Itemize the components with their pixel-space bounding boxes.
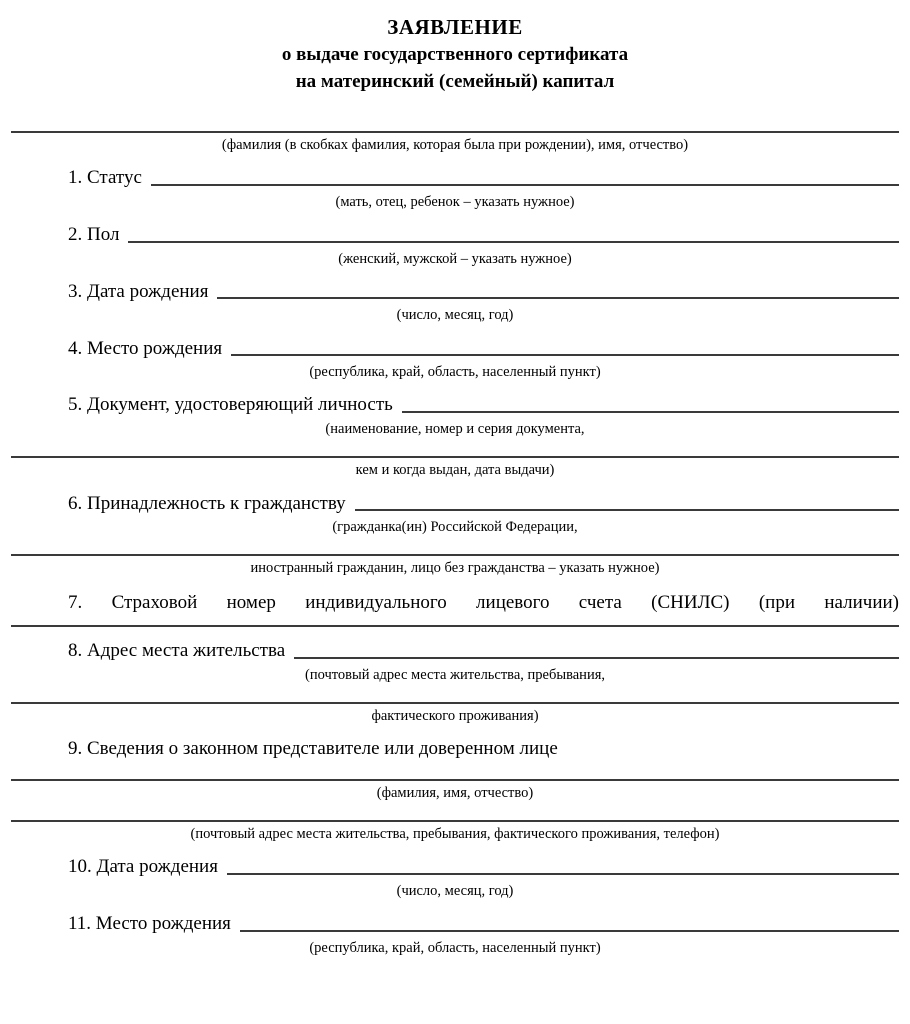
- representative-birth-place-input-line[interactable]: [240, 930, 899, 932]
- document-subtitle-line-2: на материнский (семейный) капитал: [295, 70, 615, 92]
- residence-address-input-line[interactable]: [294, 657, 899, 659]
- document-header: [0, 0, 910, 96]
- field-row-representative-birth-date: [11, 856, 899, 879]
- field-label-birth-place: 4. Место рождения: [68, 337, 223, 359]
- sex-input-line[interactable]: [128, 241, 899, 243]
- status-caption: (мать, отец, ребенок – указать нужное): [335, 193, 575, 210]
- field-label-identity-document: 5. Документ, удостоверяющий личность: [68, 394, 393, 416]
- residence-address-caption-part-1: (почтовый адрес места жительства, пребывания,: [304, 667, 605, 684]
- identity-document-input-line[interactable]: [402, 411, 899, 413]
- field-label-residence-address: 8. Адрес места жительства: [68, 640, 286, 662]
- snils-input-line[interactable]: [11, 625, 899, 627]
- representative-birth-date-caption: (число, месяц, год): [396, 883, 514, 900]
- field-row-sex: [11, 224, 899, 247]
- field-label-status: 1. Статус: [68, 166, 142, 188]
- field-label-representative: 9. Сведения о законном представителе или доверенном лице: [68, 738, 558, 760]
- field-row-birth-place: [11, 338, 899, 361]
- birth-date-input-line[interactable]: [217, 297, 899, 299]
- status-input-line[interactable]: [151, 184, 899, 186]
- identity-document-caption-part-2: кем и когда выдан, дата выдачи): [355, 462, 555, 479]
- birth-place-caption: (республика, край, область, населенный пункт): [309, 364, 601, 381]
- field-label-snils: 7. Страховой номер индивидуального лицевого счета (СНИЛС) (при наличии): [68, 591, 899, 613]
- document-title: ЗАЯВЛЕНИЕ: [387, 15, 523, 39]
- field-label-representative-birth-place: 11. Место рождения: [68, 913, 231, 935]
- field-label-birth-date: 3. Дата рождения: [68, 280, 209, 302]
- form-body: [0, 131, 910, 958]
- citizenship-caption-part-2: иностранный гражданин, лицо без гражданства – указать нужное): [250, 560, 660, 577]
- citizenship-caption-part-1: (гражданка(ин) Российской Федерации,: [332, 519, 578, 536]
- field-row-identity-document: [11, 394, 899, 417]
- birth-date-caption: (число, месяц, год): [396, 307, 514, 324]
- identity-document-caption-part-1: (наименование, номер и серия документа,: [325, 421, 585, 438]
- representative-fio-caption: (фамилия, имя, отчество): [376, 785, 534, 802]
- field-row-birth-date: [11, 281, 899, 304]
- field-row-status: [11, 167, 899, 190]
- field-row-citizenship: [11, 493, 899, 516]
- sex-caption: (женский, мужской – указать нужное): [338, 250, 572, 267]
- field-row-representative-birth-place: [11, 913, 899, 936]
- representative-birth-place-caption: (республика, край, область, населенный пункт): [309, 940, 601, 957]
- field-label-citizenship: 6. Принадлежность к гражданству: [68, 492, 346, 514]
- field-row-residence-address: [11, 640, 899, 663]
- representative-birth-date-input-line[interactable]: [227, 873, 899, 875]
- fio-caption: (фамилия (в скобках фамилия, которая была при рождении), имя, отчество): [221, 136, 689, 153]
- birth-place-input-line[interactable]: [231, 354, 899, 356]
- field-label-representative-birth-date: 10. Дата рождения: [68, 856, 218, 878]
- representative-address-caption: (почтовый адрес места жительства, пребывания, фактического проживания, телефон): [190, 826, 720, 843]
- field-label-sex: 2. Пол: [68, 223, 120, 245]
- citizenship-input-line[interactable]: [355, 509, 899, 511]
- document-subtitle-line-1: о выдаче государственного сертификата: [281, 43, 629, 65]
- residence-address-caption-part-2: фактического проживания): [371, 708, 539, 725]
